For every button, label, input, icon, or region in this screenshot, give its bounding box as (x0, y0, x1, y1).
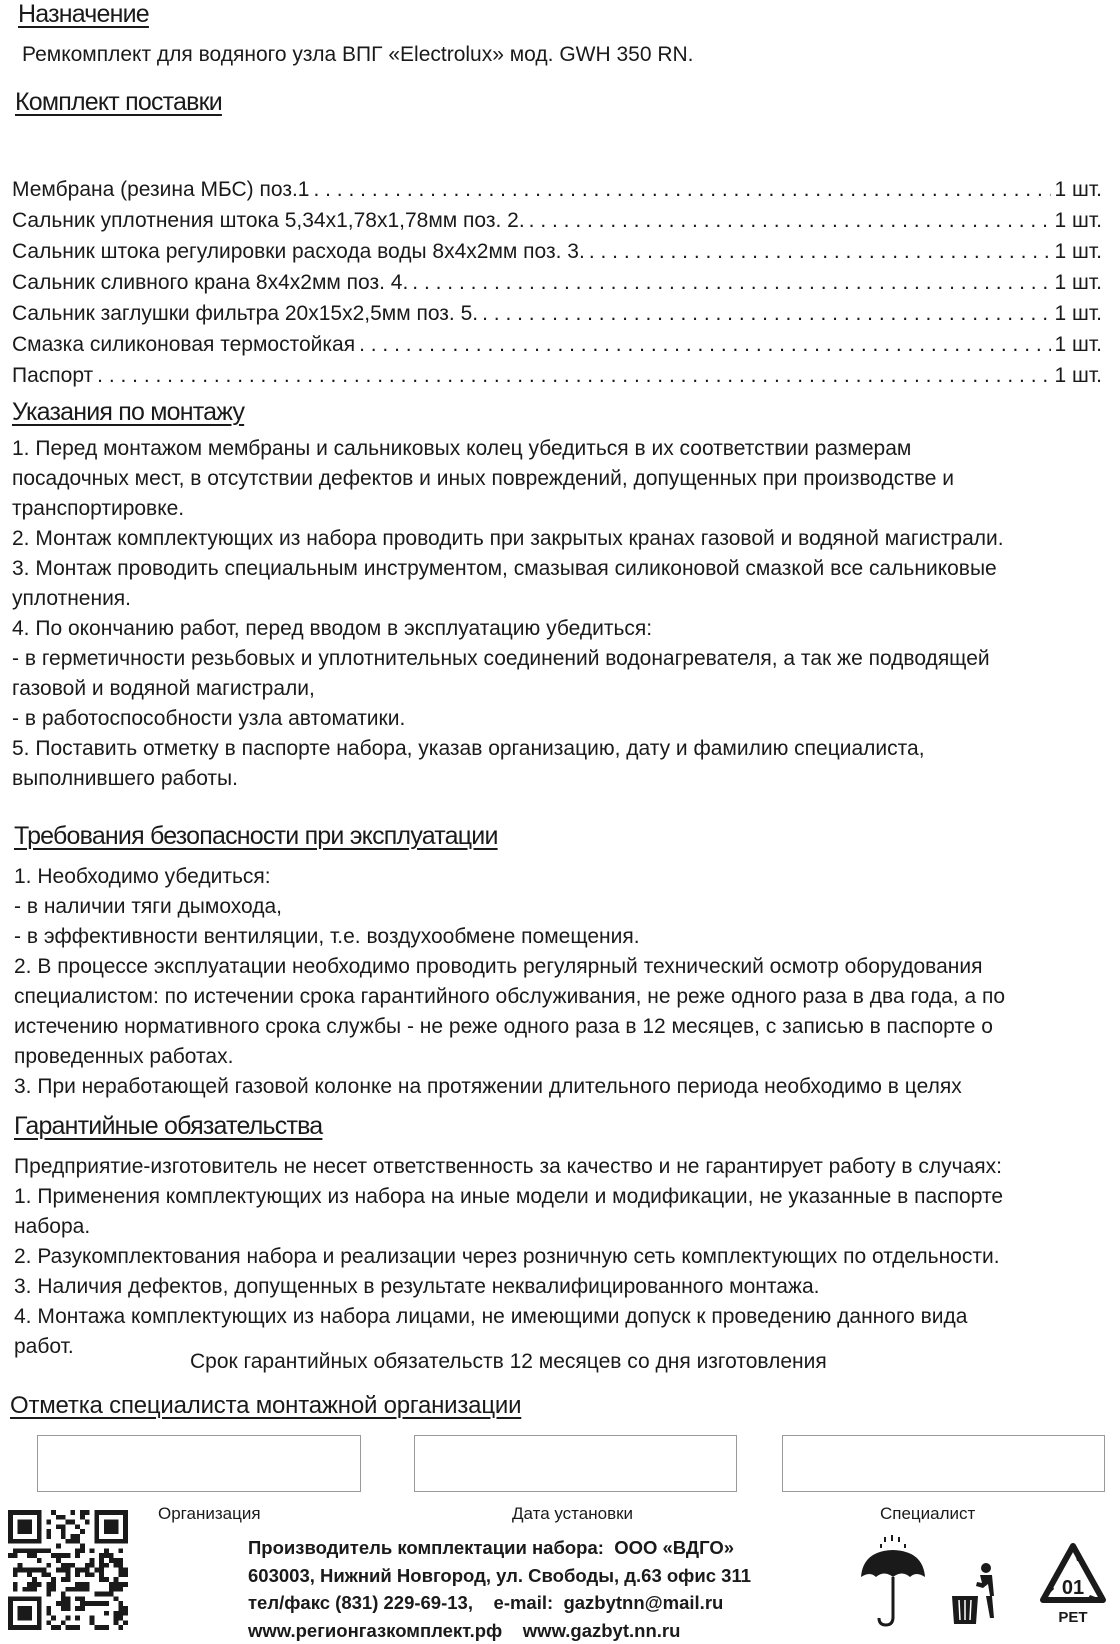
install-date-field[interactable] (414, 1435, 737, 1492)
recycle-code: 01 (1062, 1577, 1084, 1599)
manufacturer-contacts: тел/факс (831) 229-69-13, e-mail: gazbytnn@mail.ru (248, 1589, 751, 1617)
kit-item-leader (359, 333, 1050, 357)
recycle-label: PET (1058, 1609, 1087, 1626)
kit-item (12, 209, 1102, 240)
kit-heading: Комплект поставки (15, 88, 222, 117)
kit-item (12, 178, 1102, 209)
qr-code-icon (8, 1510, 128, 1630)
kit-item-name: Сальник заглушки фильтра 20x15x2,5мм поз. 5. (12, 302, 478, 326)
purpose-text: Ремкомплект для водяного узла ВПГ «Electrolux» мод. GWH 350 RN. (22, 40, 1120, 70)
organization-caption: Организация (158, 1504, 261, 1524)
warranty-heading: Гарантийные обязательства (14, 1112, 322, 1141)
kit-item (12, 364, 1102, 395)
kit-item-name: Сальник уплотнения штока 5,34x1,78x1,78мм поз. 2. (12, 209, 525, 233)
kit-item (12, 271, 1102, 302)
tidy-man-bin-icon (950, 1562, 1005, 1632)
kit-item-name: Сальник штока регулировки расхода воды 8x4x2мм поз. 3. (12, 240, 585, 264)
kit-item-qty: 1 шт. (1055, 240, 1103, 264)
recycle-pet-01-icon (1037, 1540, 1109, 1630)
kit-item-qty: 1 шт. (1055, 209, 1103, 233)
kit-item-qty: 1 шт. (1055, 302, 1103, 326)
kit-item-leader (313, 178, 1050, 202)
kit-item-leader (97, 364, 1050, 388)
kit-item-qty: 1 шт. (1055, 364, 1103, 388)
kit-item-qty: 1 шт. (1055, 178, 1103, 202)
kit-item-name: Мембрана (резина МБС) поз.1 (12, 178, 309, 202)
specialist-caption: Специалист (880, 1504, 975, 1524)
kit-item-leader (529, 209, 1051, 233)
kit-item (12, 240, 1102, 271)
warranty-term: Срок гарантийных обязательств 12 месяцев со дня изготовления (190, 1350, 827, 1374)
manufacturer-address: 603003, Нижний Новгород, ул. Свободы, д.63 офис 311 (248, 1562, 751, 1590)
organization-field[interactable] (37, 1435, 361, 1492)
purpose-heading: Назначение (18, 0, 149, 29)
kit-item-leader (412, 271, 1050, 295)
kit-item-name: Сальник сливного крана 8x4x2мм поз. 4. (12, 271, 408, 295)
qr-modules (8, 1510, 128, 1630)
manufacturer-line: Производитель комплектации набора: ООО «ВДГО» (248, 1534, 751, 1562)
manufacturer-websites: www.регионгазкомплект.рф www.gazbyt.nn.ru (248, 1617, 751, 1644)
kit-item-leader (482, 302, 1050, 326)
kit-item (12, 302, 1102, 333)
install-date-caption: Дата установки (512, 1504, 633, 1524)
kit-item-name: Смазка силиконовая термостойкая (12, 333, 355, 357)
kit-item-qty: 1 шт. (1055, 333, 1103, 357)
mounting-heading: Указания по монтажу (12, 398, 244, 427)
specialist-field[interactable] (782, 1435, 1105, 1492)
kit-item (12, 333, 1102, 364)
manufacturer-info (248, 1534, 751, 1644)
kit-item-name: Паспорт (12, 364, 93, 388)
kit-item-leader (589, 240, 1051, 264)
keep-dry-umbrella-icon (858, 1535, 928, 1630)
mounting-text: 1. Перед монтажом мембраны и сальниковых колец убедиться в их соответствии размерам посадочных мест, в отсутствии дефектов и иных повреждений, допущенных при производстве и транспортировке. 2. Монтаж комплектующих из набора проводить при закрытых кранах газовой и водяной магистрали. 3. Монтаж проводить специальным инструментом, смазывая силиконовой смазкой все сальниковые уплотнения. 4. По окончанию работ, перед вводом в эксплуатацию убедиться: - в герметичности резьбовых и уплотнительных соединений водонагревателя, а так же подводящей газовой и водяной магистрали, - в работоспособности узла автоматики. 5. Поставить отметку в паспорте набора, указав организацию, дату и фамилию специалиста, выполнившего работы. (12, 434, 1114, 794)
warranty-text: Предприятие-изготовитель не несет ответственность за качество и не гарантирует работу в случаях: 1. Применения комплектующих из набора на иные модели и модификации, не указанные в паспорте набора. 2. Разукомплектования набора и реализации через розничную сеть комплектующих по отдельности. 3. Наличия дефектов, допущенных в результате неквалифицированного монтажа. 4. Монтажа комплектующих из набора лицами, не имеющими допуск к проведению данного вида работ. (14, 1152, 1116, 1362)
kit-list (12, 178, 1102, 395)
kit-item-qty: 1 шт. (1055, 271, 1103, 295)
safety-heading: Требования безопасности при эксплуатации (14, 822, 498, 851)
mark-heading: Отметка специалиста монтажной организации (10, 1392, 521, 1420)
safety-text: 1. Необходимо убедиться: - в наличии тяги дымохода, - в эффективности вентиляции, т.е. воздухообмене помещения. 2. В процессе эксплуатации необходимо проводить регулярный технический осмотр оборудования специалистом: по истечении срока гарантийного обслуживания, не реже одного раза в два года, а по истечению нормативного срока службы - не реже одного раза в 12 месяцев, с записью в паспорте о проведенных работах. 3. При неработающей газовой колонке на протяжении длительного периода необходимо в целях (14, 862, 1116, 1102)
